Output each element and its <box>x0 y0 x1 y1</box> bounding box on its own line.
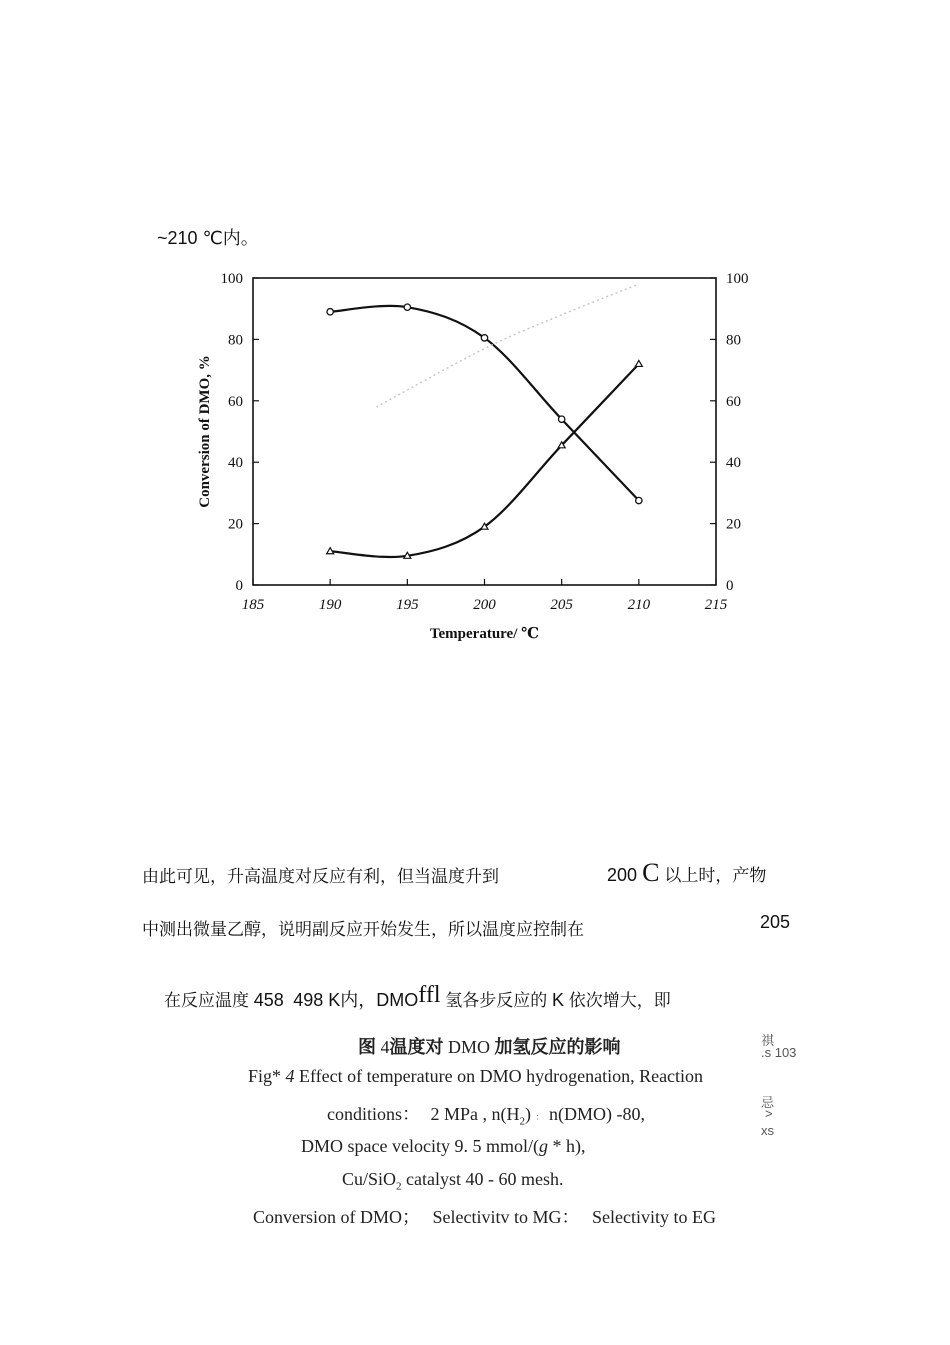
p3-f: 氢各步反应的 <box>445 991 548 1010</box>
caption-cn-num: 4 <box>380 1037 390 1057</box>
p3-g: K <box>551 990 564 1010</box>
caption-cn-b: DMO <box>448 1037 491 1057</box>
p1-left: 由此可见，升高温度对反应有利，但当温度升到 <box>142 867 499 886</box>
caption-en2-a: conditions： <box>327 1104 420 1124</box>
caption-en1-c: Effect of temperature on DMO hydrogenation, Reaction <box>299 1066 704 1086</box>
x-tick-label: 195 <box>396 597 419 613</box>
paragraph-line-2 <box>142 915 584 940</box>
intro-text: ~210 ℃内。 <box>157 228 259 248</box>
x-tick-label: 210 <box>627 597 651 613</box>
data-point-circle <box>558 416 564 422</box>
caption-en5-a: Conversion of DMO； <box>253 1207 420 1227</box>
caption-cn-prefix: 图 <box>358 1037 376 1057</box>
caption-en2-b: 2 MPa , n(H <box>430 1104 520 1124</box>
x-tick-label: 185 <box>241 597 265 613</box>
y-tick-label: 20 <box>228 516 243 533</box>
margin-note-3: 忌 <box>761 1095 775 1110</box>
p3-e: ffl <box>418 982 441 1008</box>
chart-layer <box>197 271 749 642</box>
series-faint-line <box>376 284 638 407</box>
y-axis-label: Conversion of DMO, % <box>197 355 213 508</box>
y-right-tick-label: 100 <box>726 271 749 287</box>
paragraph-line-3 <box>164 982 671 1013</box>
caption-cn <box>358 1033 621 1059</box>
caption-en2-sub: 2 <box>519 1115 525 1128</box>
p3-d: 内，DMO <box>340 990 419 1010</box>
x-tick-label: 205 <box>550 597 573 613</box>
x-tick-label: 200 <box>473 597 496 613</box>
p3-a: 在反应温度 <box>164 991 249 1010</box>
p3-h: 依次增大，即 <box>568 991 671 1010</box>
p3-c: 498 K <box>293 990 341 1010</box>
caption-en3-g: g <box>538 1136 548 1156</box>
paragraph-line-1 <box>142 862 499 887</box>
y-tick-label: 40 <box>228 455 243 472</box>
caption-en4-a: Cu/SiO <box>342 1169 397 1189</box>
data-point-triangle <box>635 360 642 366</box>
y-right-tick-label: 0 <box>726 578 734 594</box>
caption-cn-c: 加氢反应的影响 <box>494 1037 621 1057</box>
p1-number: 200 <box>607 865 638 885</box>
p3-b: 458 <box>253 990 284 1010</box>
caption-en5-c: Selectivity to EG <box>592 1207 716 1227</box>
data-point-circle <box>481 335 487 341</box>
y-tick-label: 60 <box>228 393 243 410</box>
caption-en-line-2 <box>327 1100 645 1128</box>
y-right-tick-label: 80 <box>726 332 741 349</box>
caption-en5-b: Selectivitv to MG： <box>432 1207 580 1227</box>
p2-left: 中测出微量乙醇，说明副反应开始发生，所以温度应控制在 <box>142 920 584 939</box>
x-tick-label: 190 <box>318 597 342 613</box>
y-right-tick-label: 20 <box>726 516 741 533</box>
data-point-circle <box>636 497 642 503</box>
caption-en4-b: catalyst 40 - 60 mesh. <box>401 1169 564 1189</box>
data-point-circle <box>327 309 333 315</box>
plot-frame <box>253 278 716 585</box>
y-tick-label: 0 <box>235 578 243 594</box>
caption-en-line-1 <box>248 1066 703 1087</box>
y-tick-label: 80 <box>228 332 243 349</box>
margin-note-1: 祺 <box>761 1033 775 1048</box>
caption-en3-b: * h), <box>547 1136 586 1156</box>
caption-cn-a: 温度对 <box>389 1037 444 1057</box>
margin-note-4: > <box>765 1106 773 1121</box>
caption-en2-c: ) <box>525 1104 531 1124</box>
caption-en1-a: Fig* <box>248 1066 282 1086</box>
p2-number: 205 <box>760 912 791 932</box>
intro-line <box>157 224 259 250</box>
p1-right: 以上时，产物 <box>664 866 767 885</box>
caption-en4-sub: 2 <box>396 1180 402 1193</box>
caption-en-line-4 <box>342 1169 564 1193</box>
data-point-circle <box>404 304 410 310</box>
margin-note-2: .s 103 <box>761 1045 797 1060</box>
caption-en2-sep: ： <box>535 1112 545 1122</box>
x-axis-label: Temperature/ ℃ <box>429 626 540 642</box>
caption-en-line-5 <box>253 1203 716 1229</box>
p1-unit: C <box>642 858 660 887</box>
y-right-tick-label: 40 <box>726 455 741 472</box>
temperature-effect-chart <box>185 262 765 652</box>
y-right-tick-label: 60 <box>726 393 741 410</box>
caption-en1-b: 4 <box>285 1066 295 1086</box>
caption-en2-d: n(DMO) -80, <box>549 1104 646 1124</box>
margin-note-5: xs <box>761 1123 774 1138</box>
p1-number-group <box>607 858 766 888</box>
caption-en3-a: DMO space velocity 9. 5 mmol/( <box>301 1136 539 1156</box>
caption-en-line-3 <box>301 1136 585 1157</box>
x-tick-label: 215 <box>704 597 728 613</box>
y-tick-label: 100 <box>220 271 243 287</box>
